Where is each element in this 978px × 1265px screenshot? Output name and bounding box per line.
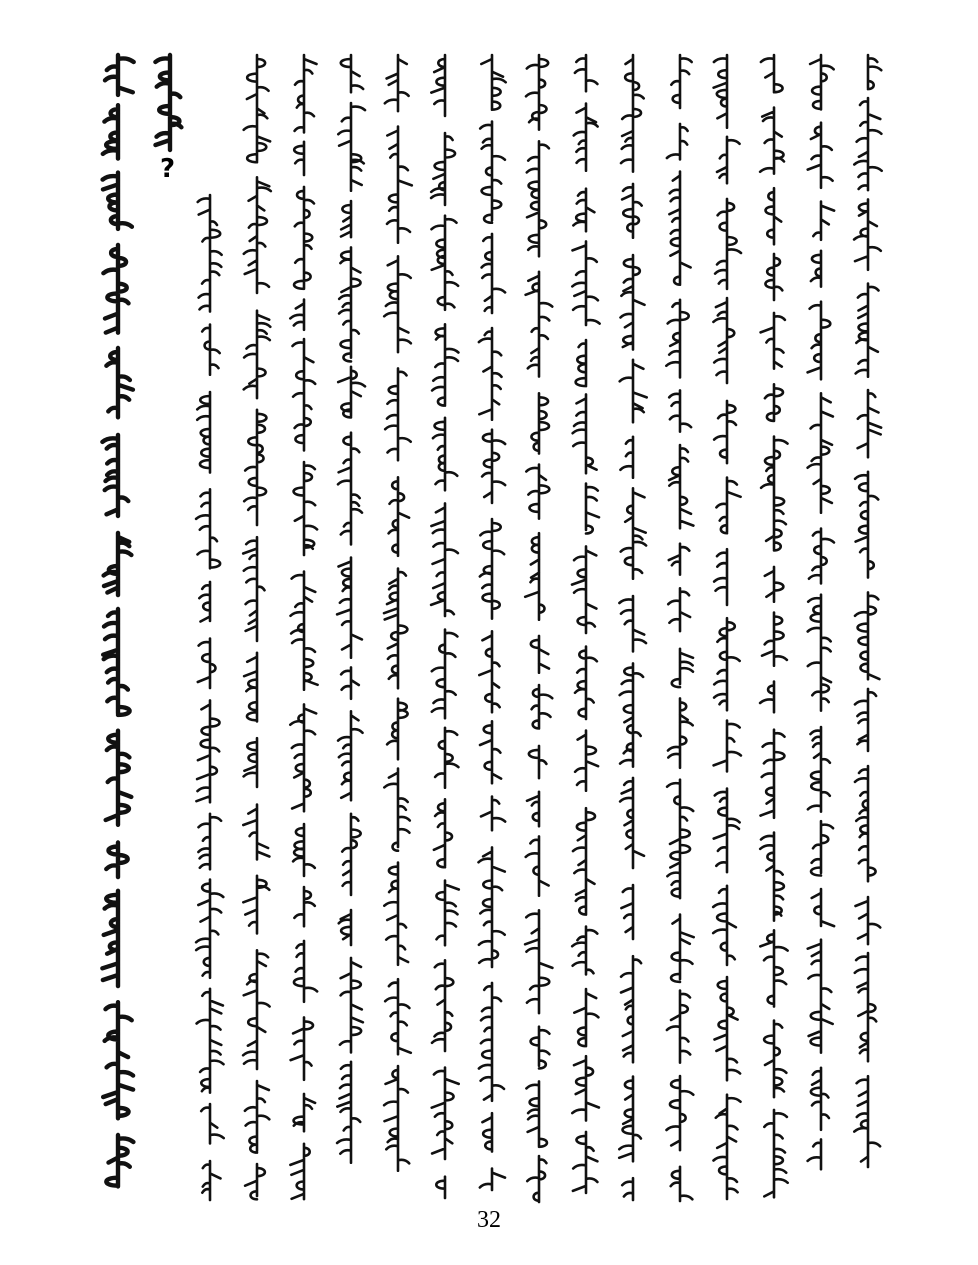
script-word [436, 881, 458, 946]
script-word [480, 1169, 505, 1190]
heading-column [155, 55, 181, 150]
script-word [295, 55, 317, 132]
script-word [290, 300, 304, 330]
script-word [526, 1081, 547, 1146]
text-column [196, 195, 224, 1200]
script-word [714, 1095, 741, 1199]
script-word [432, 216, 459, 310]
script-word [761, 730, 785, 818]
script-word [531, 1027, 550, 1069]
script-word [244, 653, 257, 722]
script-word [106, 843, 127, 878]
script-word [855, 472, 878, 578]
script-word [196, 489, 220, 568]
script-word [760, 682, 774, 713]
script-word [622, 184, 642, 238]
script-word [764, 1110, 787, 1197]
script-word [854, 98, 881, 190]
script-word [202, 1161, 220, 1200]
script-word [717, 137, 740, 183]
script-word [809, 529, 834, 584]
script-word [621, 55, 644, 172]
script-word [715, 977, 741, 1080]
script-word [480, 519, 504, 619]
text-column [808, 55, 835, 1169]
script-word [433, 418, 457, 491]
script-word [105, 55, 134, 95]
script-word [198, 195, 222, 312]
script-word [531, 393, 549, 453]
script-word [620, 663, 643, 766]
script-word [387, 127, 412, 243]
script-word [290, 704, 316, 811]
script-word [666, 300, 688, 378]
script-word [197, 392, 210, 473]
script-word [481, 797, 505, 831]
script-word [201, 1104, 224, 1143]
script-word [338, 103, 365, 191]
script-word [715, 199, 741, 289]
text-column [384, 55, 412, 1171]
script-word [714, 618, 740, 710]
script-word [338, 711, 362, 800]
script-word [856, 284, 879, 377]
script-word [527, 1156, 546, 1202]
script-word [868, 55, 881, 89]
script-word [858, 390, 882, 457]
script-word [198, 814, 221, 870]
script-word [337, 558, 362, 658]
script-word [808, 595, 831, 711]
script-word [765, 384, 783, 421]
script-word [294, 187, 314, 289]
script-word [713, 886, 736, 965]
script-word [621, 885, 633, 939]
script-word [572, 546, 596, 633]
script-word [434, 799, 452, 867]
script-word [669, 544, 690, 575]
script-word [766, 188, 782, 244]
script-word [855, 766, 876, 881]
script-word [155, 55, 181, 150]
script-word [291, 572, 318, 690]
script-word [572, 927, 597, 975]
script-word [525, 910, 552, 1013]
script-word [575, 55, 598, 91]
script-word [385, 979, 411, 1054]
script-word [619, 1077, 641, 1162]
script-word [810, 55, 834, 109]
script-word [574, 989, 598, 1046]
script-word [384, 769, 410, 851]
script-word [573, 189, 594, 232]
script-word [669, 445, 693, 528]
script-word [532, 685, 553, 729]
text-column [525, 55, 552, 1202]
script-word [808, 727, 830, 812]
script-word [714, 55, 727, 128]
script-word [529, 746, 547, 778]
script-word [621, 255, 645, 349]
text-column [619, 55, 647, 1200]
script-word [341, 667, 359, 698]
script-word [244, 177, 271, 293]
text-column [666, 55, 693, 1201]
script-word [573, 808, 595, 914]
script-word [339, 910, 351, 945]
script-word [671, 55, 691, 108]
script-word [479, 983, 504, 1101]
script-word [480, 721, 501, 783]
script-word [526, 272, 553, 377]
script-word [714, 789, 740, 873]
script-word [103, 1002, 133, 1118]
script-word [525, 533, 544, 620]
script-word [714, 401, 736, 463]
script-word [103, 245, 128, 333]
script-word [573, 1132, 598, 1193]
script-word [621, 488, 646, 578]
script-word [622, 1178, 633, 1200]
script-word [294, 462, 318, 555]
script-word [384, 569, 407, 689]
script-word [573, 394, 597, 473]
script-word [572, 1056, 599, 1120]
script-word [531, 636, 549, 673]
script-word [431, 503, 458, 616]
script-word [243, 537, 264, 641]
script-word [244, 311, 271, 398]
script-word [619, 596, 646, 651]
script-word [244, 410, 266, 525]
script-word [667, 1076, 694, 1150]
script-word [435, 728, 458, 788]
script-word [620, 437, 633, 478]
script-word [480, 122, 505, 223]
script-word [668, 698, 693, 767]
script-word [432, 1068, 459, 1160]
script-word [667, 780, 693, 898]
script-word [202, 325, 220, 375]
script-word [432, 960, 453, 1051]
script-word [290, 1144, 309, 1199]
script-word [808, 1139, 821, 1169]
script-word [855, 592, 879, 679]
script-word [855, 689, 876, 751]
script-word [811, 821, 833, 875]
script-word [526, 836, 549, 895]
script-word [294, 887, 314, 926]
script-word [856, 897, 881, 944]
script-word [338, 433, 362, 545]
script-word [106, 731, 132, 825]
script-word [294, 1094, 316, 1131]
script-word [669, 172, 690, 285]
script-word [384, 256, 411, 352]
script-word [714, 721, 741, 772]
script-word [811, 1068, 829, 1130]
script-word [572, 241, 599, 325]
script-word [243, 876, 269, 934]
script-word [760, 833, 784, 921]
script-word [671, 915, 694, 982]
script-word [103, 609, 129, 715]
script-word [341, 201, 351, 237]
script-word [293, 339, 316, 450]
script-word [482, 1113, 492, 1151]
heading-column [102, 55, 133, 1186]
script-word [714, 549, 727, 605]
script-word [575, 731, 598, 791]
script-word [385, 55, 409, 111]
text-column [854, 55, 882, 1167]
text-column [713, 55, 741, 1199]
script-word [811, 251, 821, 287]
script-word [294, 142, 304, 175]
script-word [667, 124, 688, 159]
text-column [431, 55, 459, 1198]
script-word [762, 613, 787, 666]
script-word [574, 104, 598, 171]
script-word [384, 863, 408, 965]
script-word [668, 588, 690, 631]
script-word [527, 792, 539, 826]
script-word [526, 465, 549, 519]
script-word [761, 313, 785, 369]
script-word [431, 133, 455, 205]
script-word [765, 254, 782, 300]
script-word [106, 1135, 133, 1186]
script-word [586, 484, 599, 534]
script-word [199, 582, 210, 622]
script-word [196, 700, 219, 802]
script-word [342, 814, 360, 895]
script-word [813, 202, 834, 240]
script-word [294, 941, 317, 1002]
script-word [341, 55, 363, 92]
script-word [672, 649, 693, 687]
script-word [575, 647, 597, 719]
script-word [103, 173, 132, 229]
script-word [338, 367, 365, 418]
script-word [761, 437, 787, 551]
text-column [572, 55, 600, 1193]
script-word [339, 247, 360, 361]
script-word [808, 302, 831, 380]
text-column [760, 55, 788, 1197]
text-column [337, 55, 365, 1163]
script-word [244, 55, 270, 162]
script-word [102, 435, 128, 516]
script-word [432, 630, 458, 719]
script-word [854, 1076, 880, 1167]
script-word [812, 889, 834, 926]
script-word [102, 891, 118, 986]
script-word [621, 956, 641, 1062]
script-word [669, 390, 691, 431]
script-word [245, 1164, 265, 1199]
script-word [106, 348, 132, 417]
script-word [481, 55, 505, 110]
script-word [431, 55, 445, 116]
script-word [761, 55, 783, 92]
script-word [245, 1081, 269, 1153]
script-word [482, 430, 505, 503]
script-word [667, 991, 690, 1063]
script-word [527, 141, 549, 256]
script-word [482, 234, 506, 313]
script-word [716, 478, 740, 534]
script-word [389, 477, 410, 556]
script-word [808, 393, 833, 512]
script-word [760, 930, 787, 1006]
script-word [384, 1066, 409, 1171]
script-word [808, 123, 833, 188]
text-column [479, 55, 506, 1190]
script-word [479, 328, 502, 420]
script-word [436, 1177, 445, 1198]
heading-question-mark: ? [160, 154, 176, 184]
script-word [197, 989, 224, 1093]
script-word [340, 958, 363, 1053]
script-word [337, 1062, 360, 1163]
text-column [290, 55, 317, 1199]
script-word [760, 108, 784, 174]
script-word [243, 805, 269, 860]
script-word [765, 567, 784, 602]
script-word [671, 1167, 693, 1201]
page-number: 32 [477, 1207, 501, 1233]
script-word [291, 1017, 313, 1079]
script-word [526, 55, 548, 130]
script-word [293, 824, 315, 876]
script-word [244, 738, 257, 787]
script-word [764, 1021, 786, 1098]
script-word [432, 324, 458, 405]
script-word [243, 950, 270, 1069]
script-word [387, 699, 407, 760]
script-word [479, 847, 505, 967]
script-word [198, 639, 216, 688]
script-word [855, 953, 876, 1061]
script-word [713, 298, 734, 383]
script-word [576, 340, 586, 386]
script-word [854, 199, 881, 269]
text-column [243, 55, 271, 1199]
script-word [104, 533, 132, 595]
script-word [620, 778, 644, 868]
script-word [479, 631, 499, 712]
script-word [196, 880, 223, 978]
script-word [808, 940, 833, 1053]
script-word [385, 368, 411, 460]
script-word [103, 105, 118, 158]
script-word [620, 360, 647, 422]
